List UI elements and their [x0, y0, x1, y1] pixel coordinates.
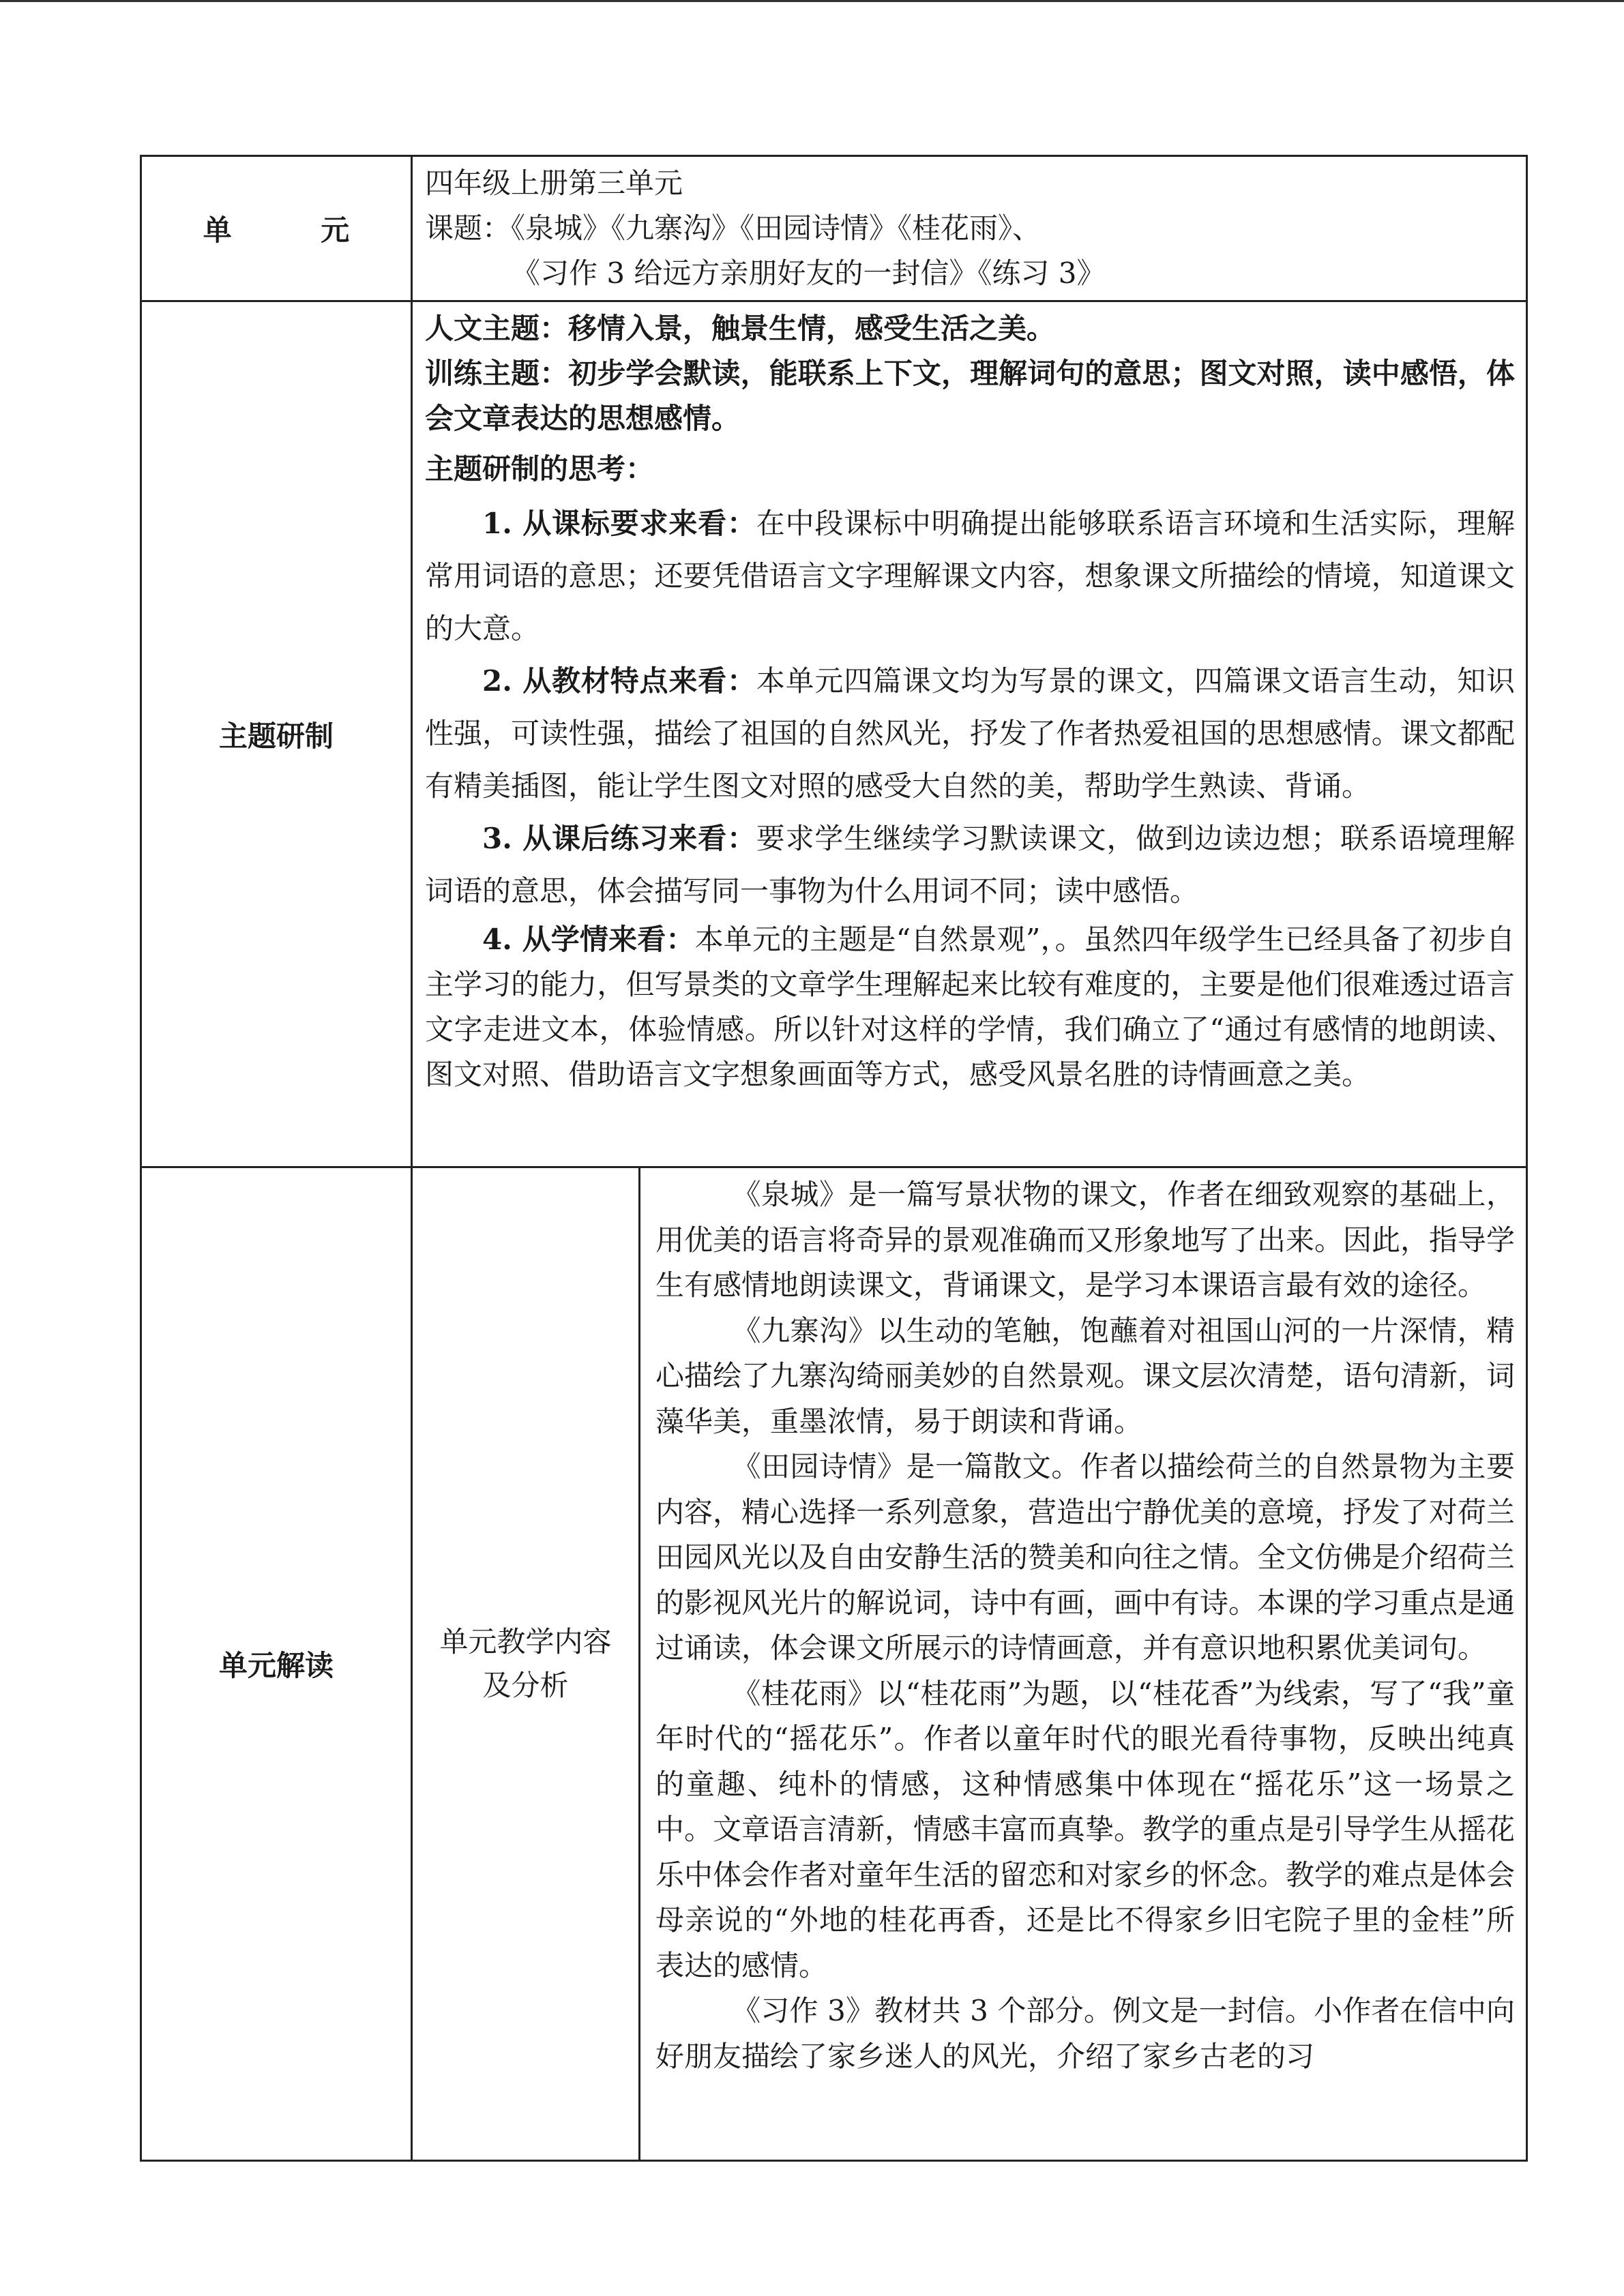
point-2-head: 2. 从教材特点来看：: [482, 664, 756, 698]
unit-grade-line: 四年级上册第三单元: [425, 166, 683, 200]
thinking-point-1: [425, 497, 1515, 655]
humanities-theme: 人文主题：移情入景，触景生情，感受生活之美。: [425, 312, 1056, 345]
analysis-para-quancheng-text: 《泉城》是一篇写景状物的课文，作者在细致观察的基础上，用优美的语言将奇异的景观准确而又形象地写了出来。因此，指导学生有感情地朗读课文，背诵课文，是学习本课语言最有效的途径。: [655, 1178, 1516, 1302]
unit-lessons-line-2: 《习作 3 给远方亲朋好友的一封信》《练习 3》: [512, 256, 1106, 290]
point-4-head: 4. 从学情来看：: [482, 923, 695, 956]
theme-content-cell: [412, 301, 1527, 1167]
unit-reading-row: [141, 1167, 1527, 2161]
thinking-point-3: [425, 812, 1515, 917]
analysis-para-tianyuan: [655, 1444, 1515, 1671]
unit-reading-label: 单元解读: [218, 1649, 334, 1682]
thinking-title: 主题研制的思考：: [425, 452, 655, 486]
point-1-head: 1. 从课标要求来看：: [482, 507, 756, 540]
point-3-text: 要求学生继续学习默读课文，做到边读边想；联系语境理解词语的意思，体会描写同一事物为什么用词不同；读中感悟。: [425, 822, 1515, 908]
analysis-para-xizuo3-text: 《习作 3》教材共 3 个部分。例文是一封信。小作者在信中向好朋友描绘了家乡迷人的风光，介绍了家乡古老的习: [655, 1994, 1515, 2073]
theme-row: [141, 301, 1527, 1167]
point-4-text: 本单元的主题是“自然景观”，。虽然四年级学生已经具备了初步自主学习的能力，但写景类的文章学生理解起来比较有难度的，主要是他们很难透过语言文字走进文本，体验情感。所以针对这样的学情，我们确立了“通过有感情的地朗读、图文对照、借助语言文字想象画面等方式，感受风景名胜的诗情画意之美。: [425, 923, 1516, 1091]
point-2-text: 本单元四篇课文均为写景的课文，四篇课文语言生动，知识性强，可读性强，描绘了祖国的自然风光，抒发了作者热爱祖国的思想感情。课文都配有精美插图，能让学生图文对照的感受大自然的美，帮助学生熟读、背诵。: [425, 664, 1515, 803]
unit-lessons-line: 课题：《泉城》《九寨沟》《田园诗情》《桂花雨》、: [425, 211, 1042, 245]
analysis-para-quancheng: [655, 1172, 1515, 1309]
thinking-point-4: [425, 917, 1515, 1097]
content-analysis-label-cell: [412, 1167, 640, 2161]
point-3-head: 3. 从课后练习来看：: [482, 822, 756, 855]
content-analysis-label: 单元教学内容及分析: [439, 1625, 612, 1702]
analysis-para-jiuzhaigou: [655, 1309, 1515, 1445]
page-top-border: [0, 0, 1624, 2]
point-1-text: 在中段课标中明确提出能够联系语言环境和生活实际，理解常用词语的意思；还要凭借语言文字理解课文内容，想象课文所描绘的情境，知道课文的大意。: [425, 507, 1515, 645]
unit-label: 单 元: [203, 213, 389, 247]
analysis-para-jiuzhaigou-text: 《九寨沟》以生动的笔触，饱蘸着对祖国山河的一片深情，精心描绘了九寨沟绮丽美妙的自然景观。课文层次清楚，语句清新，词藻华美，重墨浓情，易于朗读和背诵。: [655, 1313, 1516, 1438]
theme-label: 主题研制: [218, 719, 334, 753]
analysis-para-tianyuan-text: 《田园诗情》是一篇散文。作者以描绘荷兰的自然景物为主要内容，精心选择一系列意象，营造出宁静优美的意境，抒发了对荷兰田园风光以及自由安静生活的赞美和向往之情。全文仿佛是介绍荷兰的影视风光片的解说词，诗中有画，画中有诗。本课的学习重点是通过诵读，体会课文所展示的诗情画意，并有意识地积累优美词句。: [655, 1450, 1516, 1665]
training-theme: 训练主题：初步学会默读，能联系上下文，理解词句的意思；图文对照，读中感悟，体会文章表达的思想感情。: [425, 357, 1515, 435]
content-analysis-cell: [640, 1167, 1527, 2161]
unit-plan-table: [140, 155, 1528, 2162]
thinking-point-2: [425, 655, 1515, 812]
analysis-para-xizuo3: [655, 1988, 1515, 2079]
unit-content-cell: [412, 156, 1527, 301]
unit-row: [141, 156, 1527, 301]
analysis-para-guihuayu: [655, 1671, 1515, 1989]
analysis-para-guihuayu-text: 《桂花雨》以“桂花雨”为题，以“桂花香”为线索，写了“我”童年时代的“摇花乐”。作者以童年时代的眼光看待事物，反映出纯真的童趣、纯朴的情感，这种情感集中体现在“摇花乐”这一场景之中。文章语言清新，情感丰富而真挚。教学的重点是引导学生从摇花乐中体会作者对童年生活的留恋和对家乡的怀念。教学的难点是体会母亲说的“外地的桂花再香，还是比不得家乡旧宅院子里的金桂”所表达的感情。: [655, 1676, 1516, 1982]
unit-label-cell: [141, 156, 412, 301]
theme-label-cell: [141, 301, 412, 1167]
unit-reading-label-cell: [141, 1167, 412, 2161]
